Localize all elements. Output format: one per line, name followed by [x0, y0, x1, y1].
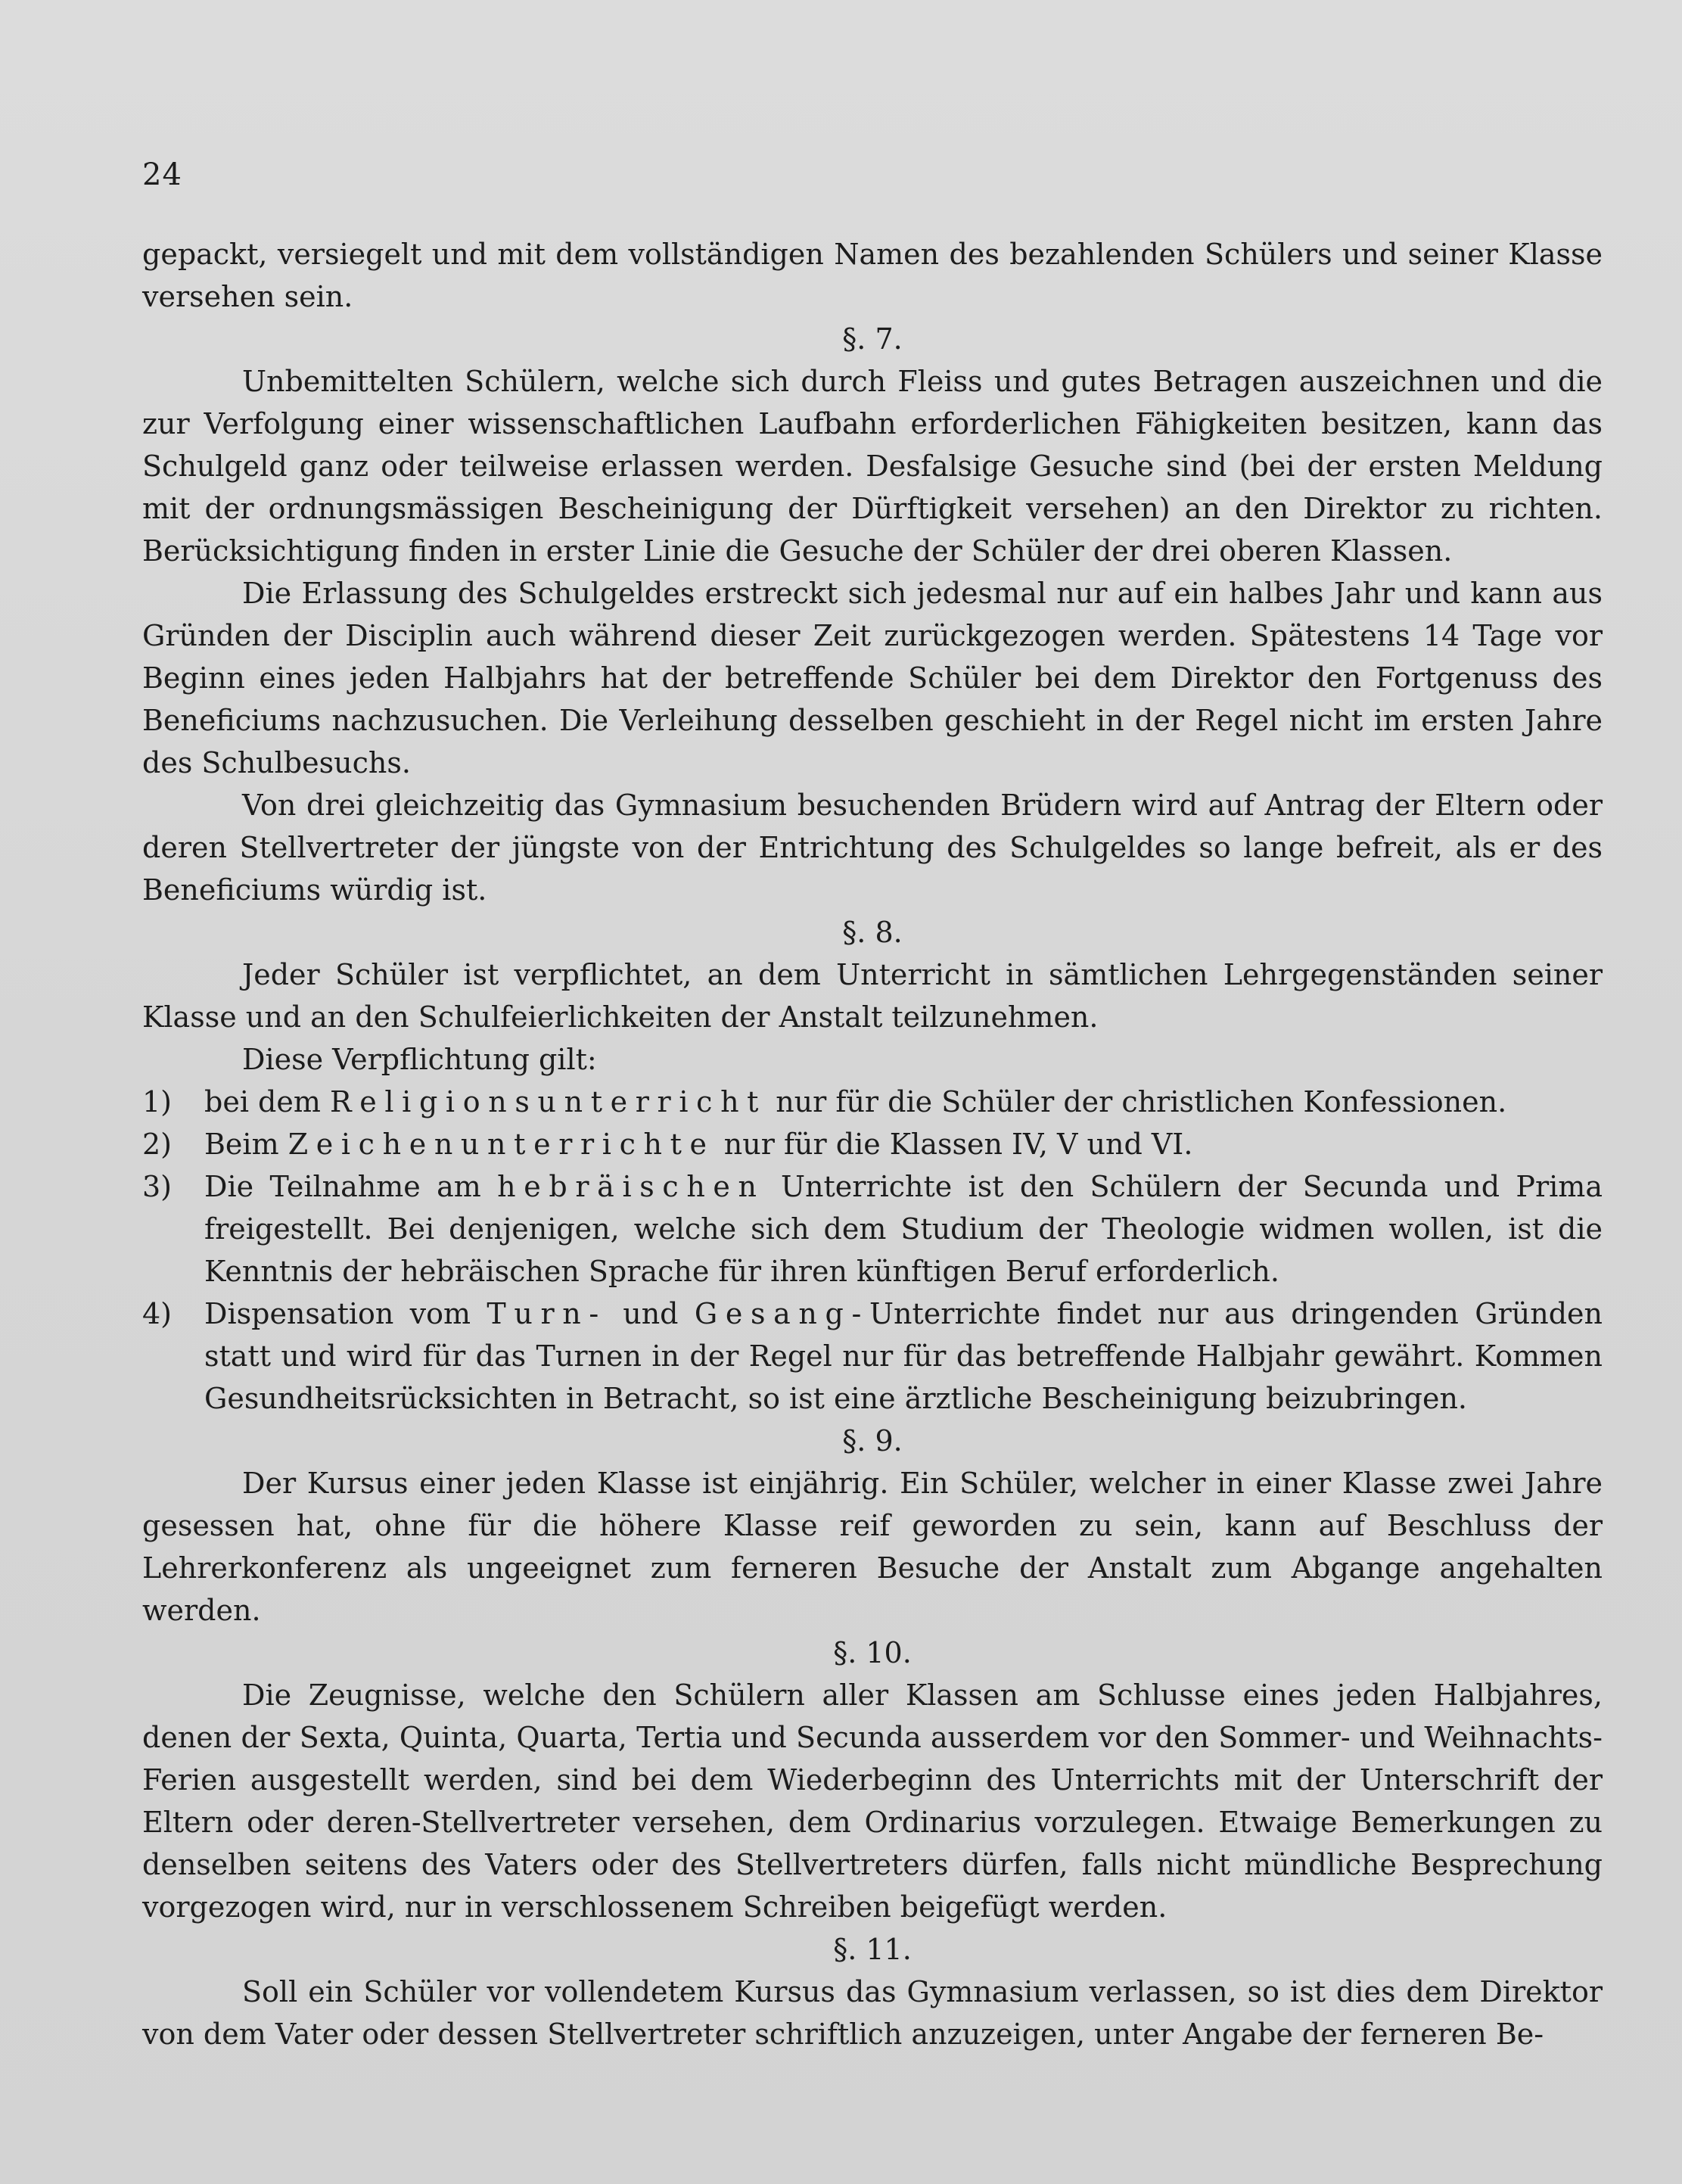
spaced-term: Religionsunterricht — [329, 1085, 767, 1118]
list-item-number: 3) — [142, 1170, 173, 1203]
list-item-number: 4) — [142, 1297, 173, 1330]
paragraph: Soll ein Schüler vor vollendetem Kursus das Gymnasium verlassen, so ist dies dem Direktor von dem Vater oder dessen Stellvertreter schriftlich anzuzeigen, unter Angabe der ferneren Be- — [142, 1975, 1603, 2051]
paragraph: gepackt, versiegelt und mit dem vollständigen Namen des bezahlenden Schülers und seiner Klasse versehen sein. — [142, 238, 1603, 313]
spaced-term: Gesang- — [694, 1297, 869, 1330]
paragraph: Unbemittelten Schülern, welche sich durch Fleiss und gutes Betragen auszeichnen und die zur Verfolgung einer wissenschaftlichen Laufbahn erforderlichen Fähigkeiten besitzen, kann das Schulgeld ganz oder teilweise erlassen werden. Desfalsige Gesuche sind (bei der ersten Meldung mit der ordnungsmässigen Bescheinigung der Dürftigkeit versehen) an den Direktor zu richten. Berücksichtigung finden in erster Linie die Gesuche der Schüler der drei oberen Klassen. — [142, 365, 1603, 568]
list-item — [142, 1123, 1603, 1165]
paragraph: Der Kursus einer jeden Klasse ist einjährig. Ein Schüler, welcher in einer Klasse zwei Jahre gesessen hat, ohne für die höhere Klasse reif geworden zu sein, kann auf Beschluss der Lehrerkonferenz als ungeeignet zum ferneren Besuche der Anstalt zum Abgange angehalten werden. — [142, 1467, 1603, 1627]
list-item-text: Die Teilnahme am hebräischen Unterrichte ist den Schülern der Secunda und Prima freigestellt. Bei denjenigen, welche sich dem Studium der Theologie widmen wollen, ist die Kenntnis der hebräischen Sprache für ihren künftigen Beruf erforderlich. — [204, 1170, 1603, 1288]
section-heading-10: §. 10. — [833, 1636, 912, 1669]
spaced-term: Zeichenunterrichte — [288, 1128, 715, 1161]
list-item-number: 2) — [142, 1128, 173, 1161]
paragraph: Die Zeugnisse, welche den Schülern aller Klassen am Schlusse eines jeden Halbjahres, denen der Sexta, Quinta, Quarta, Tertia und Secunda ausserdem vor den Sommer- und Weihnachts-Ferien ausgestellt werden, sind bei dem Wiederbeginn des Unterrichts mit der Unterschrift der Eltern oder deren-Stellvertreter versehen, dem Ordinarius vorzulegen. Etwaige Bemerkungen zu denselben seitens des Vaters oder des Stellvertreters dürfen, falls nicht mündliche Besprechung vorgezogen wird, nur in verschlossenem Schreiben beigefügt werden. — [142, 1678, 1603, 1924]
list-item — [142, 1165, 1603, 1293]
list-item-text: Dispensation vom Turn- und Gesang-Unterrichte findet nur aus dringenden Gründen statt und wird für das Turnen in der Regel nur für das betreffende Halbjahr gewährt. Kommen Gesundheitsrücksichten in Betracht, so ist eine ärztliche Bescheinigung beizubringen. — [204, 1297, 1603, 1415]
paragraph: Die Erlassung des Schulgeldes erstreckt sich jedesmal nur auf ein halbes Jahr und kann aus Gründen der Disciplin auch während dieser Zeit zurückgezogen werden. Spätestens 14 Tage vor Beginn eines jeden Halbjahrs hat der betreffende Schüler bei dem Direktor den Fortgenuss des Beneficiums nachzusuchen. Die Verleihung desselben geschieht in der Regel nicht im ersten Jahre des Schulbesuchs. — [142, 577, 1603, 779]
section-heading-7: §. 7. — [842, 322, 903, 356]
list-item-text: Beim Zeichenunterrichte nur für die Klassen IV, V und VI. — [204, 1128, 1193, 1161]
section-heading-8: §. 8. — [842, 916, 903, 949]
page-number: 24 — [142, 157, 182, 192]
section-heading-9: §. 9. — [842, 1424, 903, 1458]
paragraph: Von drei gleichzeitig das Gymnasium besuchenden Brüdern wird auf Antrag der Eltern oder deren Stellvertreter der jüngste von der Entrichtung des Schulgeldes so lange befreit, als er des Beneficiums würdig ist. — [142, 789, 1603, 907]
paragraph: Diese Verpflichtung gilt: — [242, 1043, 597, 1076]
list-item-text: bei dem Religionsunterricht nur für die Schüler der christlichen Konfessionen. — [204, 1085, 1507, 1118]
spaced-term: hebräischen — [497, 1170, 765, 1203]
section-heading-11: §. 11. — [833, 1933, 912, 1966]
list-item-number: 1) — [142, 1085, 173, 1118]
page-body — [142, 233, 1603, 2055]
list-item — [142, 1081, 1603, 1123]
paragraph: Jeder Schüler ist verpflichtet, an dem Unterricht in sämtlichen Lehrgegenständen seiner Klasse und an den Schulfeierlichkeiten der Anstalt teilzunehmen. — [142, 958, 1603, 1034]
spaced-term: Turn- — [487, 1297, 607, 1330]
list-item — [142, 1293, 1603, 1420]
